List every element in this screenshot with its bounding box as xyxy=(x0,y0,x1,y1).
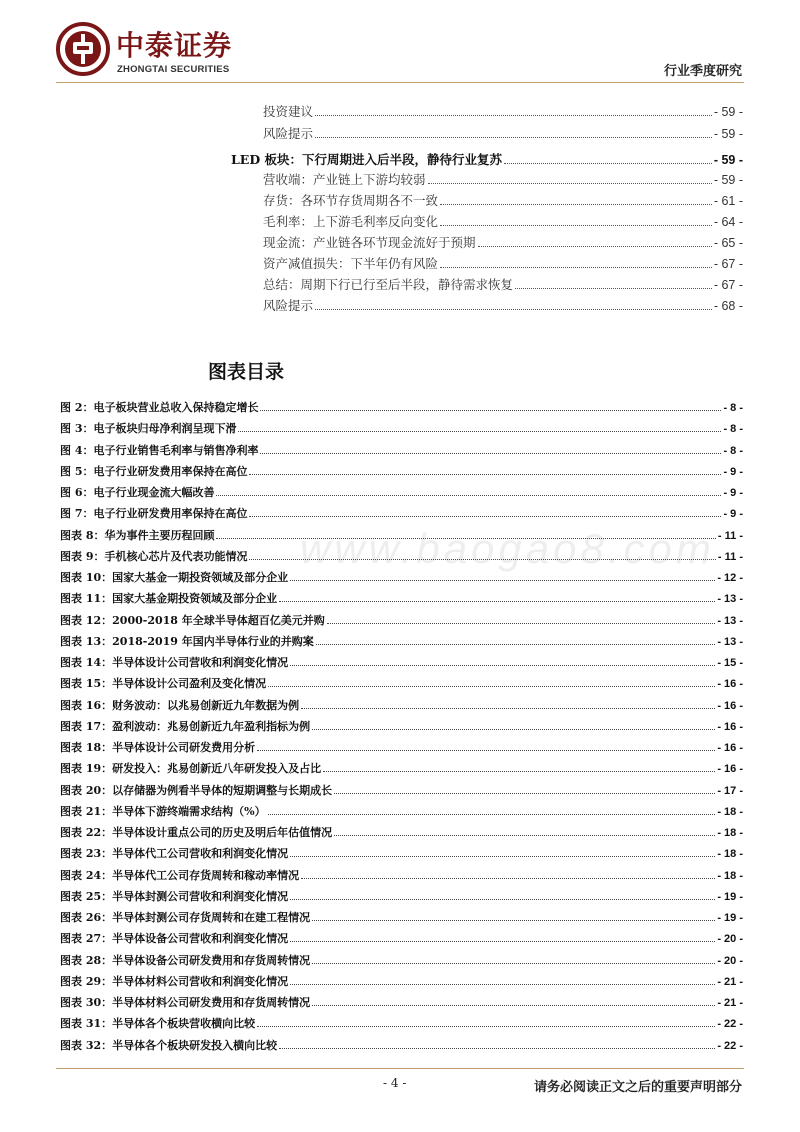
figures-index-title: 图表目录 xyxy=(208,361,285,383)
leader-dots xyxy=(290,664,715,666)
figure-entry[interactable] xyxy=(60,420,743,436)
figure-entry[interactable] xyxy=(60,633,743,649)
leader-dots xyxy=(301,707,715,709)
figure-entry-page: - 20 - xyxy=(717,954,743,967)
figure-entry-page: - 18 - xyxy=(717,869,743,882)
figure-entry[interactable] xyxy=(60,867,743,883)
toc-entry-page: - 59 - xyxy=(713,105,743,119)
figure-entry-page: - 18 - xyxy=(717,805,743,818)
leader-dots xyxy=(327,622,716,624)
figure-entry-label: 图表 26：半导体封测公司存货周转和在建工程情况 xyxy=(60,911,311,924)
toc-entry-page: - 67 - xyxy=(713,278,743,292)
leader-dots xyxy=(312,1004,715,1006)
figure-entry[interactable] xyxy=(60,442,743,458)
leader-dots xyxy=(279,1047,715,1049)
figure-entry[interactable] xyxy=(60,782,743,798)
figure-entry-page: - 21 - xyxy=(717,975,743,988)
leader-dots xyxy=(216,494,721,496)
company-logo xyxy=(56,22,246,80)
toc-entry-label: 总结：周期下行已行至后半段，静待需求恢复 xyxy=(263,277,514,292)
toc-entry[interactable] xyxy=(263,102,743,120)
footer-divider xyxy=(56,1068,744,1069)
toc-entry[interactable] xyxy=(263,296,743,314)
leader-dots xyxy=(440,224,712,226)
leader-dots xyxy=(315,136,712,138)
figure-entry-label: 图 6：电子行业现金流大幅改善 xyxy=(60,486,215,499)
figure-entry-page: - 8 - xyxy=(723,402,743,414)
toc-entry-page: - 59 - xyxy=(713,153,743,167)
figure-entry-page: - 15 - xyxy=(717,657,743,669)
figure-entry-page: - 18 - xyxy=(717,827,743,839)
figure-entry[interactable] xyxy=(60,994,743,1010)
figure-entry-page: - 11 - xyxy=(717,550,743,563)
figure-entry-page: - 22 - xyxy=(717,1018,743,1031)
figure-entry-label: 图表 24：半导体代工公司存货周转和稼动率情况 xyxy=(60,868,300,882)
toc-entry-label: 资产减值损失：下半年仍有风险 xyxy=(263,256,439,271)
report-type: 行业季度研究 xyxy=(663,64,742,79)
figure-entry[interactable] xyxy=(60,463,743,479)
figure-entry-page: - 16 - xyxy=(717,678,743,691)
figure-entry-page: - 13 - xyxy=(717,635,743,648)
figure-entry-page: - 13 - xyxy=(717,614,743,627)
watermark: www.baogao8.com xyxy=(300,525,715,572)
figure-entry-page: - 18 - xyxy=(717,848,743,861)
figure-entry-page: - 16 - xyxy=(717,742,743,754)
figure-entry[interactable] xyxy=(60,697,743,713)
leader-dots xyxy=(249,473,721,475)
figure-entry-label: 图表 32：半导体各个板块研发投入横向比较 xyxy=(60,1038,278,1052)
toc-entry[interactable] xyxy=(263,233,743,251)
figure-entry[interactable] xyxy=(60,930,743,946)
figure-entry[interactable] xyxy=(60,739,743,755)
leader-dots xyxy=(257,1025,715,1027)
figure-entry[interactable] xyxy=(60,399,743,415)
leader-dots xyxy=(316,643,716,645)
figure-entry-label: 图表 14：半导体设计公司营收和利润变化情况 xyxy=(60,656,289,669)
figure-entry-label: 图表 15：半导体设计公司盈利及变化情况 xyxy=(60,677,267,691)
leader-dots xyxy=(301,877,715,879)
figure-entry[interactable] xyxy=(60,845,743,861)
figure-entry-label: 图表 13：2018-2019 年国内半导体行业的并购案 xyxy=(60,634,314,648)
toc-entry[interactable] xyxy=(231,150,743,168)
figure-entry-label: 图表 30：半导体材料公司研发费用和存货周转情况 xyxy=(60,996,311,1009)
toc-entry[interactable] xyxy=(263,275,743,293)
leader-dots xyxy=(257,749,715,751)
leader-dots xyxy=(268,685,715,687)
figure-entry-label: 图表 28：半导体设备公司研发费用和存货周转情况 xyxy=(60,953,311,967)
figure-entry-page: - 8 - xyxy=(723,444,743,457)
figure-entry-page: - 9 - xyxy=(723,465,743,478)
leader-dots xyxy=(334,792,715,794)
leader-dots xyxy=(315,114,712,116)
toc-entry[interactable] xyxy=(263,212,743,230)
figure-entry-label: 图表 27：半导体设备公司营收和利润变化情况 xyxy=(60,932,289,946)
figure-entry[interactable] xyxy=(60,824,743,840)
figure-entry-page: - 9 - xyxy=(723,487,743,499)
figure-entry-page: - 22 - xyxy=(717,1039,743,1052)
leader-dots xyxy=(260,452,721,454)
leader-dots xyxy=(290,855,715,857)
figure-entry-page: - 8 - xyxy=(723,423,743,436)
figure-entry-label: 图表 18：半导体设计公司研发费用分析 xyxy=(60,741,256,754)
figure-entry-page: - 16 - xyxy=(717,720,743,733)
figure-entry-label: 图表 19：研发投入：兆易创新近八年研发投入及占比 xyxy=(60,762,322,776)
figure-entry-page: - 9 - xyxy=(723,508,743,521)
toc-entry-label: LED 板块：下行周期进入后半段，静待行业复苏 xyxy=(231,152,503,167)
toc-entry-label: 营收端：产业链上下游均较弱 xyxy=(263,172,426,187)
logo-text-en: ZHONGTAI SECURITIES xyxy=(117,64,230,75)
figure-entry[interactable] xyxy=(60,1037,743,1053)
figure-entry-page: - 17 - xyxy=(717,784,743,797)
toc-entry-label: 投资建议 xyxy=(263,104,314,119)
leader-dots xyxy=(504,162,712,164)
figure-entry-label: 图表 16：财务波动：以兆易创新近九年数据为例 xyxy=(60,698,300,712)
figure-entry-label: 图 3：电子板块归母净利润呈现下滑 xyxy=(60,422,237,436)
leader-dots xyxy=(315,308,712,310)
figure-entry-page: - 21 - xyxy=(717,997,743,1009)
figure-entry[interactable] xyxy=(60,973,743,989)
toc-entry-label: 风险提示 xyxy=(263,298,314,313)
leader-dots xyxy=(515,287,712,289)
figure-entry[interactable] xyxy=(60,590,743,606)
figure-entry[interactable] xyxy=(60,675,743,691)
figure-entry-label: 图表 22：半导体设计重点公司的历史及明后年估值情况 xyxy=(60,826,333,839)
figure-entry-page: - 11 - xyxy=(717,529,743,542)
leader-dots xyxy=(279,600,715,602)
leader-dots xyxy=(290,898,715,900)
figure-entry[interactable] xyxy=(60,888,743,904)
toc-entry-page: - 68 - xyxy=(713,299,743,313)
toc-entry[interactable] xyxy=(263,170,743,188)
figure-entry-page: - 19 - xyxy=(717,890,743,903)
toc-entry-label: 现金流：产业链各环节现金流好于预期 xyxy=(263,235,476,250)
figure-entry-label: 图表 9：手机核心芯片及代表功能情况 xyxy=(60,549,248,563)
toc-entry-page: - 65 - xyxy=(713,236,743,250)
figure-entry-label: 图表 31：半导体各个板块营收横向比较 xyxy=(60,1017,256,1031)
figure-entry-label: 图表 20：以存储器为例看半导体的短期调整与长期成长 xyxy=(60,783,333,797)
figure-entry-label: 图表 23：半导体代工公司营收和利润变化情况 xyxy=(60,847,289,861)
figure-entry-label: 图 2：电子板块营业总收入保持稳定增长 xyxy=(60,401,259,414)
toc-entry-label: 风险提示 xyxy=(263,126,314,141)
figure-entry[interactable] xyxy=(60,654,743,670)
figure-entry-label: 图表 8：华为事件主要历程回顾 xyxy=(60,528,215,542)
figure-entry[interactable] xyxy=(60,612,743,628)
zhongtai-logo-icon xyxy=(56,22,110,76)
page-number: - 4 - xyxy=(383,1076,407,1090)
figure-entry-page: - 12 - xyxy=(717,572,743,584)
figure-entry[interactable] xyxy=(60,760,743,776)
leader-dots xyxy=(334,834,715,836)
leader-dots xyxy=(290,579,715,581)
figure-entry[interactable] xyxy=(60,505,743,521)
toc-entry[interactable] xyxy=(263,254,743,272)
toc-entry-label: 存货：各环节存货周期各不一致 xyxy=(263,193,439,208)
leader-dots xyxy=(428,182,712,184)
leader-dots xyxy=(290,983,715,985)
leader-dots xyxy=(478,245,712,247)
toc-entry-page: - 64 - xyxy=(713,215,743,229)
figure-entry[interactable] xyxy=(60,909,743,925)
figure-entry[interactable] xyxy=(60,484,743,500)
logo-text-cn: 中泰证券 xyxy=(116,29,233,62)
figure-entry[interactable] xyxy=(60,718,743,734)
disclaimer-note: 请务必阅读正文之后的重要声明部分 xyxy=(533,1080,742,1095)
leader-dots xyxy=(268,813,716,815)
leader-dots xyxy=(312,919,715,921)
figure-entry-page: - 13 - xyxy=(717,593,743,606)
toc-entry-page: - 61 - xyxy=(713,194,743,208)
toc-entry-label: 毛利率：上下游毛利率反向变化 xyxy=(263,214,439,229)
figure-entry-label: 图 7：电子行业研发费用率保持在高位 xyxy=(60,507,248,521)
figure-entry-page: - 16 - xyxy=(717,763,743,776)
figure-entry-label: 图表 17：盈利波动：兆易创新近九年盈利指标为例 xyxy=(60,719,311,733)
leader-dots xyxy=(249,515,721,517)
leader-dots xyxy=(440,203,712,205)
figure-entry-label: 图表 21：半导体下游终端需求结构（%） xyxy=(60,804,266,818)
figure-entry-label: 图表 11：国家大基金期投资领域及部分企业 xyxy=(60,592,278,606)
toc-entry-page: - 67 - xyxy=(713,257,743,271)
figure-entry-label: 图表 29：半导体材料公司营收和利润变化情况 xyxy=(60,974,289,988)
leader-dots xyxy=(323,770,715,772)
figure-entry-label: 图表 25：半导体封测公司营收和利润变化情况 xyxy=(60,889,289,903)
leader-dots xyxy=(312,962,715,964)
leader-dots xyxy=(260,409,721,411)
figure-entry[interactable] xyxy=(60,1015,743,1031)
figure-entry-page: - 20 - xyxy=(717,933,743,946)
leader-dots xyxy=(440,266,712,268)
figure-entry-label: 图表 10：国家大基金一期投资领域及部分企业 xyxy=(60,571,289,584)
figure-entry-page: - 16 - xyxy=(717,699,743,712)
header-divider xyxy=(56,82,744,83)
toc-entry[interactable] xyxy=(263,124,743,142)
leader-dots xyxy=(238,430,721,432)
figure-entry[interactable] xyxy=(60,952,743,968)
toc-entry-page: - 59 - xyxy=(713,173,743,187)
figure-entry-page: - 19 - xyxy=(717,912,743,924)
figure-entry-label: 图表 12：2000-2018 年全球半导体超百亿美元并购 xyxy=(60,613,325,627)
toc-entry[interactable] xyxy=(263,191,743,209)
toc-entry-page: - 59 - xyxy=(713,127,743,141)
leader-dots xyxy=(290,940,715,942)
leader-dots xyxy=(312,728,715,730)
figure-entry-label: 图 5：电子行业研发费用率保持在高位 xyxy=(60,464,248,478)
figure-entry-label: 图 4：电子行业销售毛利率与销售净利率 xyxy=(60,443,259,457)
figure-entry[interactable] xyxy=(60,803,743,819)
